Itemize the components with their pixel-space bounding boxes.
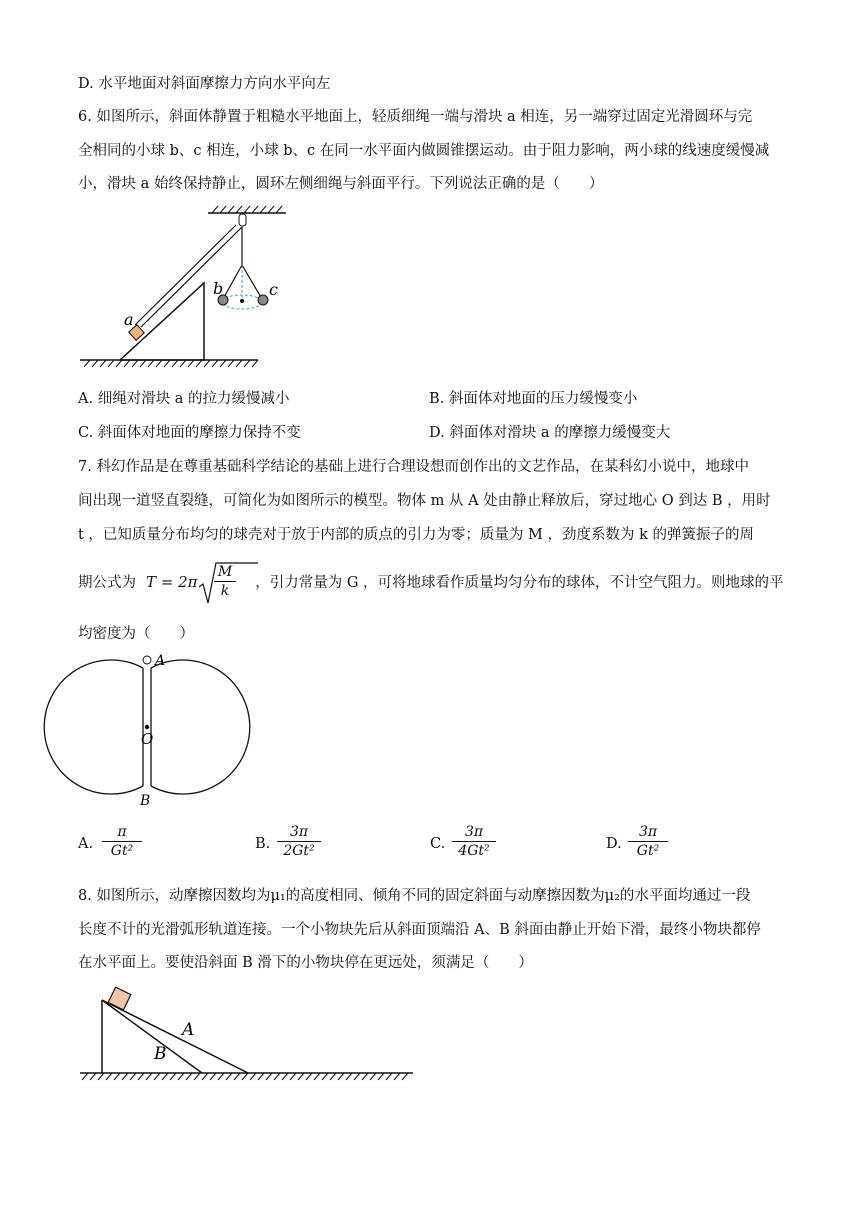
q7-period-suffix: ，引力常量为 G ，可将地球看作质量均匀分布的球体，不计空气阻力。则地球的平 (255, 575, 784, 591)
q8-figure (78, 984, 418, 1084)
q7-option-b-num: 3π (277, 824, 321, 842)
q6-option-a[interactable]: A. 细绳对滑块 a 的拉力缓慢减小 (78, 391, 290, 407)
q8-stem-line-1: 8. 如图所示，动摩擦因数均为μ₁的高度相同、倾角不同的固定斜面与动摩擦因数为μ₂的水平面均通过一段 (78, 888, 751, 904)
q7-label-A: A (155, 653, 166, 669)
q5-option-d: D. 水平地面对斜面摩擦力方向水平向左 (78, 76, 331, 92)
q7-option-b-den: 2Gt² (283, 843, 315, 859)
q7-option-d[interactable] (606, 824, 726, 866)
q6-label-c: c (269, 280, 278, 299)
q6-option-c[interactable]: C. 斜面体对地面的摩擦力保持不变 (78, 425, 301, 441)
q7-option-a-letter: A. (78, 836, 94, 852)
q7-formula-den: k (220, 583, 230, 599)
q7-option-b[interactable] (255, 824, 375, 866)
q7-option-a[interactable] (78, 824, 198, 866)
q6-stem-line-1: 6. 如图所示，斜面体静置于粗糙水平地面上，轻质细绳一端与滑块 a 相连，另一端穿过固定光滑圆环与完 (78, 109, 753, 125)
q8-stem-line-2: 长度不计的光滑弧形轨道连接。一个小物块先后从斜面顶端沿 A、B 斜面由静止开始下滑，最终小物块都停 (78, 922, 761, 938)
q7-period-prefix: 期公式为 (78, 575, 136, 591)
q7-option-d-den: Gt² (636, 843, 660, 859)
q7-option-c[interactable] (430, 824, 550, 866)
q6-option-b[interactable]: B. 斜面体对地面的压力缓慢变小 (429, 391, 638, 407)
q6-stem-line-3: 小，滑块 a 始终保持静止，圆环左侧细绳与斜面平行。下列说法正确的是（ ） (78, 176, 604, 192)
q7-stem-line-3: t ，已知质量分布均匀的球壳对于放于内部的质点的引力为零；质量为 M ，劲度系数为 k 的弹簧振子的周 (78, 527, 755, 543)
q7-label-B: B (140, 793, 151, 809)
q6-stem-line-2: 全相同的小球 b、c 相连，小球 b、c 在同一水平面内做圆锥摆运动。由于阻力影响，两小球的线速度缓慢减 (78, 143, 770, 159)
q8-label-A: A (182, 1020, 195, 1040)
q8-stem-line-3: 在水平面上。要使沿斜面 B 滑下的小物块停在更远处，须满足（ ） (78, 955, 533, 971)
q6-option-d[interactable]: D. 斜面体对滑块 a 的摩擦力缓慢变大 (429, 425, 671, 441)
q7-label-O: O (141, 730, 154, 748)
q7-formula-num: M (214, 564, 236, 582)
q7-stem-line-5: 均密度为（ ） (78, 626, 194, 642)
q7-option-a-num: π (102, 824, 142, 842)
q7-option-c-num: 3π (452, 824, 496, 842)
q7-stem-line-2: 间出现一道竖直裂缝，可简化为如图所示的模型。物体 m 从 A 处由静止释放后，穿过地心 O 到达 B ，用时 (78, 493, 771, 509)
q8-label-B: B (154, 1044, 167, 1064)
q6-label-a: a (124, 310, 134, 329)
q7-option-c-den: 4Gt² (458, 843, 490, 859)
q7-option-c-letter: C. (430, 836, 446, 852)
q7-formula-lhs: T = 2π (146, 573, 198, 591)
q6-figure (78, 205, 298, 375)
q7-option-a-den: Gt² (110, 843, 134, 859)
q7-option-d-num: 3π (628, 824, 668, 842)
q6-label-b: b (213, 279, 224, 298)
q7-option-b-letter: B. (255, 836, 271, 852)
q7-stem-line-1: 7. 科幻作品是在尊重基础科学结论的基础上进行合理设想而创作出的文艺作品，在某科幻小说中，地球中 (78, 459, 749, 475)
q7-figure (78, 652, 218, 812)
q7-period-formula (146, 561, 256, 605)
q7-option-d-letter: D. (606, 836, 622, 852)
